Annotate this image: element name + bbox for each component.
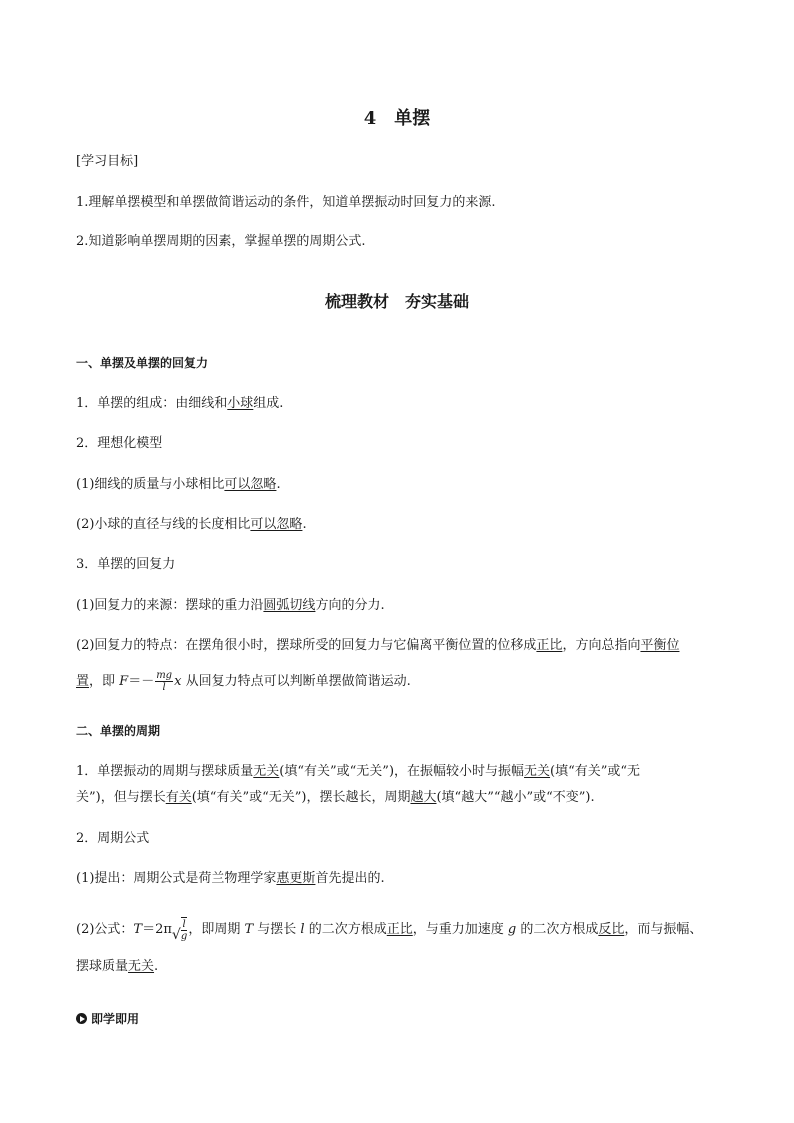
text: (1)细线的质量与小球相比 (76, 477, 225, 492)
text: . (154, 959, 159, 974)
square-root (172, 917, 188, 942)
answer-blank: 置 (76, 674, 90, 689)
text: (填“越大”“越小”或“不变”). (436, 790, 595, 805)
text: (填“有关”或“无关”)，在振幅较小时与振幅 (279, 764, 525, 779)
text: 的二次方根成 (516, 922, 599, 937)
formula-symbol: l (300, 922, 305, 937)
answer-blank: 惠更斯 (276, 871, 316, 886)
formula-op: ＝2π (142, 922, 172, 937)
text: 方向的分力. (315, 598, 385, 613)
text: ，方向总指向 (562, 638, 641, 653)
part1-item2: 2．理想化模型 (76, 436, 163, 451)
text: 与摆长 (253, 922, 301, 937)
part1-item3: 3．单摆的回复力 (76, 557, 176, 572)
answer-blank: 反比 (598, 922, 625, 937)
answer-blank: 有关 (165, 790, 192, 805)
objectives-label: [学习目标] (76, 154, 139, 169)
text: 的二次方根成 (304, 922, 387, 937)
answer-blank: 平衡位 (640, 638, 680, 653)
practice-label-text: 即学即用 (91, 1012, 140, 1026)
objective-2: 2.知道影响单摆周期的因素，掌握单摆的周期公式. (76, 234, 366, 249)
part1-item2-2 (76, 516, 307, 534)
text: ，而与振幅、 (624, 922, 703, 937)
section-title (0, 289, 794, 312)
answer-blank: 正比 (386, 922, 413, 937)
text: . (276, 477, 281, 492)
text: ，即 (89, 674, 120, 689)
text: 1．单摆振动的周期与摆球质量 (76, 764, 254, 779)
answer-blank: 圆弧切线 (263, 598, 316, 613)
part2-item2-2-line1 (76, 917, 702, 942)
section-title-b: 夯实基础 (405, 292, 470, 311)
answer-blank: 无关 (253, 764, 280, 779)
part2-heading: 二、单摆的周期 (76, 724, 161, 738)
part2-item2-1 (76, 870, 385, 888)
fraction-numerator: l (182, 919, 186, 930)
formula-op: ＝－ (128, 674, 155, 689)
part2-item1-line1 (76, 763, 640, 781)
answer-blank: 可以忽略 (250, 517, 303, 532)
text: 1．单摆的组成：由细线和 (76, 396, 228, 411)
text: 从回复力特点可以判断单摆做简谐运动. (181, 674, 411, 689)
part1-item1 (76, 395, 283, 413)
part1-item2-1 (76, 476, 281, 494)
text: (1)回复力的来源：摆球的重力沿 (76, 598, 264, 613)
formula-symbol: g (507, 922, 517, 937)
title-number: 4 (363, 108, 377, 129)
fraction (181, 917, 187, 942)
part1-item3-2-line1 (76, 637, 679, 655)
part1-item3-1 (76, 597, 385, 615)
part2-item2-2-line2 (76, 958, 158, 976)
play-circle-icon (76, 1013, 87, 1024)
answer-blank: 可以忽略 (224, 477, 277, 492)
answer-blank: 越大 (410, 790, 437, 805)
answer-blank: 无关 (128, 959, 155, 974)
formula-symbol: F (119, 674, 129, 689)
fraction (155, 670, 173, 693)
formula-symbol: x (174, 674, 182, 689)
text: (1)提出：周期公式是荷兰物理学家 (76, 871, 277, 886)
fraction-denominator: l (162, 682, 166, 693)
practice-label (76, 1010, 139, 1027)
formula-symbol: T (244, 922, 254, 937)
text: . (302, 517, 307, 532)
part1-item3-2-line2 (76, 670, 411, 693)
fraction-numerator: mg (156, 670, 173, 681)
answer-blank: 小球 (227, 396, 254, 411)
page-title (0, 104, 794, 130)
part2-item1-line2 (76, 789, 595, 807)
text: 首先提出的. (315, 871, 385, 886)
text: 组成. (253, 396, 284, 411)
text: 关”)，但与摆长 (76, 790, 166, 805)
text: ，即周期 (188, 922, 245, 937)
radical-sign: √ (171, 927, 181, 943)
text: (2)小球的直径与线的长度相比 (76, 517, 251, 532)
answer-blank: 无关 (524, 764, 551, 779)
part1-heading: 一、单摆及单摆的回复力 (76, 356, 209, 370)
text: (2)公式： (76, 922, 134, 937)
section-title-a: 梳理教材 (324, 292, 389, 311)
text: (填“有关”或“无 (550, 764, 641, 779)
text: (填“有关”或“无关”)，摆长越长，周期 (191, 790, 411, 805)
text: ，与重力加速度 (412, 922, 508, 937)
answer-blank: 正比 (536, 638, 563, 653)
part2-item2: 2．周期公式 (76, 831, 150, 846)
fraction-denominator: g (180, 931, 188, 942)
text: 摆球质量 (76, 959, 129, 974)
formula-symbol: T (133, 922, 143, 937)
objective-1: 1.理解单摆模型和单摆做简谐运动的条件，知道单摆振动时回复力的来源. (76, 195, 496, 210)
title-text: 单摆 (394, 108, 431, 129)
text: (2)回复力的特点：在摆角很小时，摆球所受的回复力与它偏离平衡位置的位移成 (76, 638, 537, 653)
